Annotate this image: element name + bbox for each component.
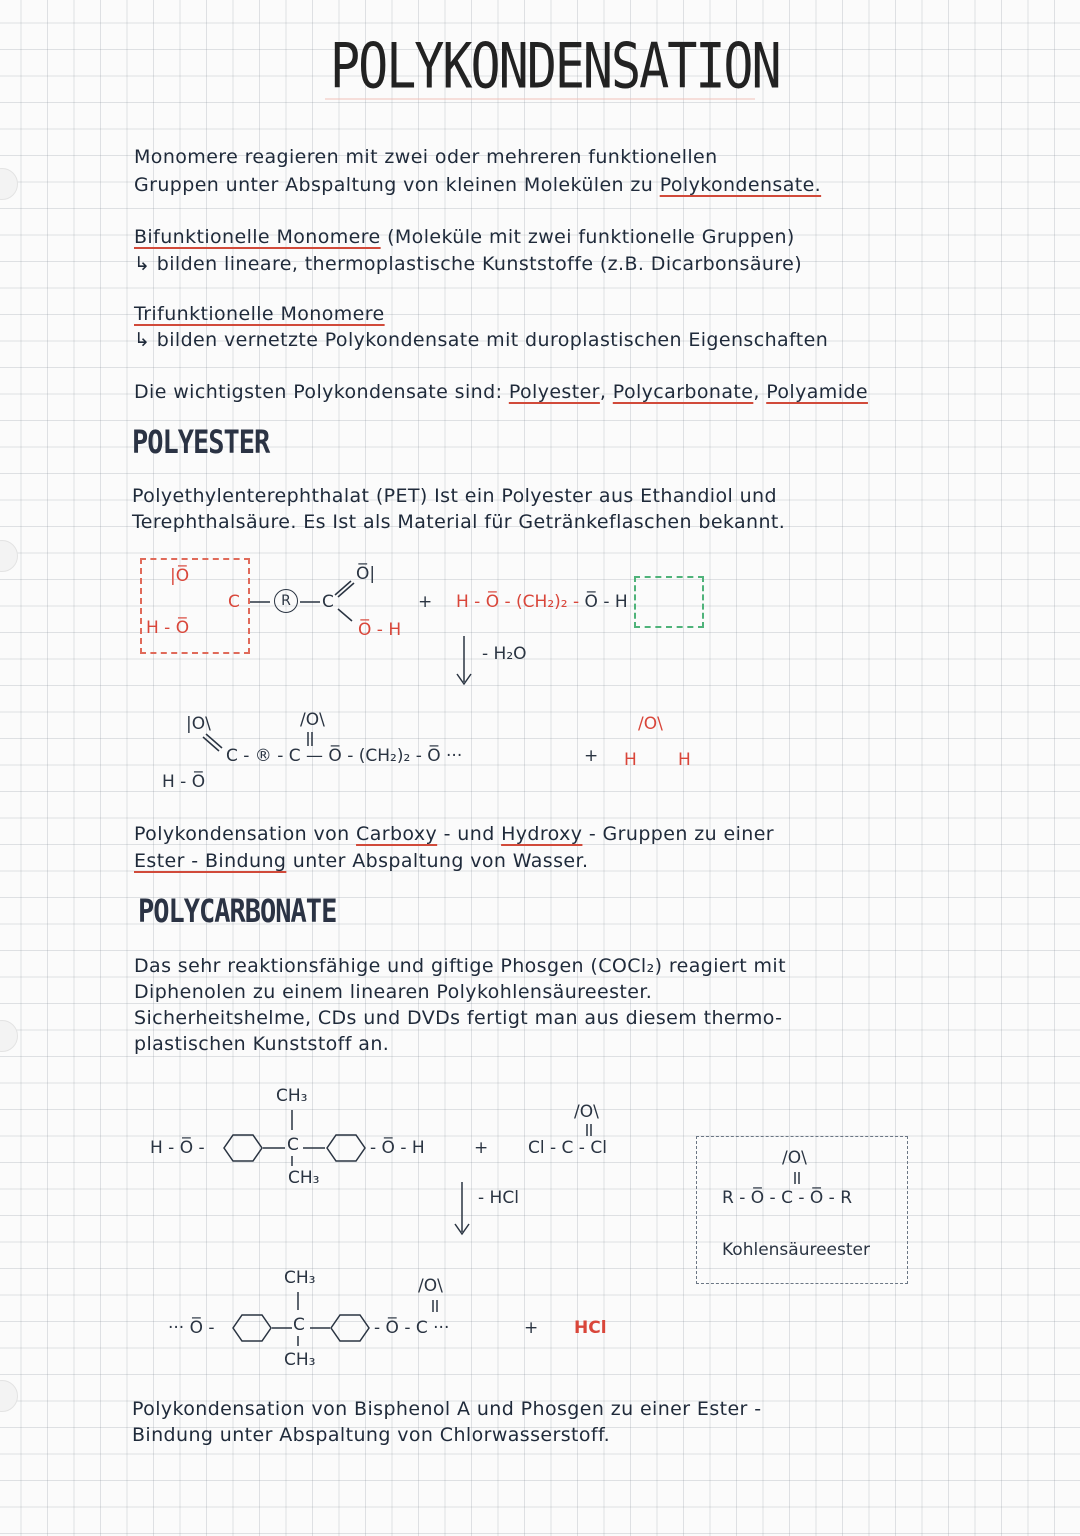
polyester-caption-2 xyxy=(134,850,588,872)
caption-hydroxy: Hydroxy xyxy=(501,823,583,845)
reaction-arrow-hcl xyxy=(454,1182,474,1236)
minus-water: - H₂O xyxy=(482,644,527,664)
condensation-box-diol xyxy=(634,576,704,628)
title-underline xyxy=(325,96,765,102)
water-h-2: H xyxy=(678,750,691,770)
product-o-top: /O\ xyxy=(300,710,325,730)
pc-product-o: /O\ xyxy=(418,1276,443,1296)
bifunktionell-term: Bifunktionelle Monomere xyxy=(134,226,381,248)
important-prefix: Die wichtigsten Polykondensate sind: xyxy=(134,381,509,403)
punch-hole xyxy=(0,540,18,572)
bifunktionell-line-2: ↳ bilden lineare, thermoplastische Kunststoffe (z.B. Dicarbonsäure) xyxy=(134,253,803,275)
r-ring-label: R xyxy=(281,593,291,609)
polyester-caption-1 xyxy=(134,823,774,845)
polyester-text-2: Terephthalsäure. Es Ist als Material für Getränkeflaschen bekannt. xyxy=(132,511,786,533)
phosgene-double-bond xyxy=(585,1124,595,1138)
polycarbonate-plus: + xyxy=(474,1138,489,1158)
box-o: /O\ xyxy=(782,1148,807,1168)
caption-1e: - Gruppen zu einer xyxy=(582,823,774,845)
punch-hole xyxy=(0,168,18,200)
bisphenol-ch3-bottom: CH₃ xyxy=(288,1168,320,1188)
water-o: /O\ xyxy=(638,714,663,734)
phosgene-formula: Cl - C - Cl xyxy=(528,1138,607,1158)
polyester-text-1: Polyethylenterephthalat (PET) Ist ein Polyester aus Ethandiol und xyxy=(132,485,777,507)
polycarbonate-caption-1: Polykondensation von Bisphenol A und Phosgen zu einer Ester - xyxy=(132,1398,762,1420)
important-line xyxy=(134,381,868,403)
caption-ester-bindung: Ester - Bindung xyxy=(134,850,287,872)
important-polyester: Polyester xyxy=(508,381,600,403)
acid-c-right: C xyxy=(322,592,334,612)
phosgene-o: /O\ xyxy=(574,1102,599,1122)
pc-product-double-bond xyxy=(431,1300,441,1314)
box-label: Kohlensäureester xyxy=(722,1240,870,1260)
caption-carboxy: Carboxy xyxy=(356,823,438,845)
product-plus: + xyxy=(584,746,599,766)
product-bonds xyxy=(196,730,346,770)
diol-part-a: H - O̅ - (CH₂)₂ - xyxy=(456,592,585,612)
acid-bonds xyxy=(240,575,360,635)
benzene-ring-icon xyxy=(223,1133,263,1163)
bisphenol-ho: H - O̅ - xyxy=(150,1138,205,1158)
important-polycarbonate: Polycarbonate xyxy=(612,381,754,403)
acid-c-left: C xyxy=(228,592,240,612)
benzene-ring-icon xyxy=(330,1313,370,1343)
pc-product-c: C xyxy=(293,1315,305,1335)
box-double-bond xyxy=(793,1172,803,1186)
diol-formula xyxy=(456,592,628,612)
important-sep-1: , xyxy=(599,381,613,403)
bifunktionell-paren: (Moleküle mit zwei funktionelle Gruppen) xyxy=(380,226,795,248)
trifunktionell-term: Trifunktionelle Monomere xyxy=(134,303,385,325)
intro-line-1: Monomere reagieren mit zwei oder mehreren funktionellen xyxy=(134,146,718,168)
intro-line-2-text: Gruppen unter Abspaltung von kleinen Molekülen zu xyxy=(134,174,660,196)
bisphenol-ch3-top: CH₃ xyxy=(276,1086,308,1106)
pc-product-end: - O̅ - C ··· xyxy=(374,1318,450,1338)
polycarbonate-caption-2: Bindung unter Abspaltung von Chlorwasserstoff. xyxy=(132,1424,611,1446)
product-chain: C - ® - C — O̅ - (CH₂)₂ - O̅ ··· xyxy=(226,746,463,766)
pc-product-hcl: HCl xyxy=(574,1318,607,1338)
pc-product-start: ··· O̅ - xyxy=(168,1318,215,1338)
reaction-arrow-water xyxy=(456,636,476,686)
trifunktionell-line-2: ↳ bilden vernetzte Polykondensate mit duroplastischen Eigenschaften xyxy=(134,329,829,351)
punch-hole xyxy=(0,1380,18,1412)
acid-ho: H - O̅ xyxy=(146,618,190,638)
intro-line-2 xyxy=(134,174,821,196)
punch-hole xyxy=(0,1020,18,1052)
polyester-plus: + xyxy=(418,592,433,612)
polycarbonate-text-4: plastischen Kunststoff an. xyxy=(134,1033,390,1055)
bisphenol-c: C xyxy=(287,1135,299,1155)
trifunktionell-line-1 xyxy=(134,303,385,325)
caption-1a: Polykondensation von xyxy=(134,823,357,845)
acid-o-double: |O̅ xyxy=(170,566,190,586)
pc-product-plus: + xyxy=(524,1318,539,1338)
intro-polykondensate: Polykondensate. xyxy=(659,174,822,196)
benzene-ring-icon xyxy=(326,1133,366,1163)
polycarbonate-text-1: Das sehr reaktionsfähige und giftige Phosgen (COCl₂) reagiert mit xyxy=(134,955,786,977)
water-h-1: H xyxy=(624,750,637,770)
important-polyamide: Polyamide xyxy=(766,381,868,403)
caption-2b: unter Abspaltung von Wasser. xyxy=(286,850,589,872)
acid-oh: O̅ - H xyxy=(358,620,402,640)
product-o-left: |O\ xyxy=(186,714,211,734)
important-sep-2: , xyxy=(753,381,767,403)
diol-part-b: O̅ - H xyxy=(584,592,628,612)
acid-o-top: O̅| xyxy=(356,564,376,584)
bifunktionell-line-1 xyxy=(134,226,795,248)
benzene-ring-icon xyxy=(232,1313,272,1343)
page-title: POLYKONDENSATION xyxy=(330,30,780,103)
product-ho: H - O̅ xyxy=(162,772,206,792)
box-formula: R - O̅ - C - O̅ - R xyxy=(722,1188,853,1208)
minus-hcl: - HCl xyxy=(478,1188,519,1208)
pc-product-ch3-top: CH₃ xyxy=(284,1268,316,1288)
polycarbonate-heading: POLYCARBONATE xyxy=(138,893,337,931)
pc-product-ch3-bottom: CH₃ xyxy=(284,1350,316,1370)
caption-1c: - und xyxy=(437,823,502,845)
polycarbonate-text-2: Diphenolen zu einem linearen Polykohlensäureester. xyxy=(134,981,653,1003)
polycarbonate-text-3: Sicherheitshelme, CDs und DVDs fertigt man aus diesem thermo- xyxy=(134,1007,783,1029)
bisphenol-oh: - O̅ - H xyxy=(370,1138,425,1158)
polyester-heading: POLYESTER xyxy=(132,424,270,462)
